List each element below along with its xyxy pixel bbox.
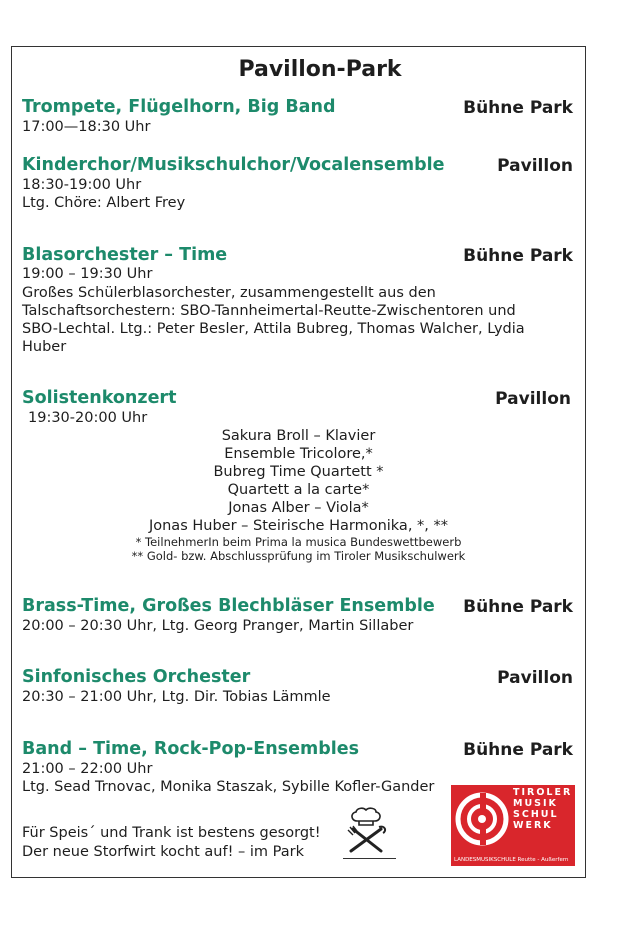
event-time-sinfonisches: 20:30 – 21:00 Uhr, Ltg. Dir. Tobias Lämmle [22,689,331,705]
soloist-item: Jonas Alber – Viola* [228,500,369,516]
event-title-brass: Brass-Time, Großes Blechbläser Ensemble [22,596,435,616]
event-title-kinderchor: Kinderchor/Musikschulchor/Vocalensemble [22,155,445,175]
event-title-trompete: Trompete, Flügelhorn, Big Band [22,97,336,117]
chef-icon [343,807,393,855]
footnote: * TeilnehmerIn beim Prima la musica Bundeswettbewerb [135,535,462,549]
soloist-item: Quartett a la carte* [227,482,370,498]
soloist-item: Jonas Huber – Steirische Harmonika, *, ** [148,518,449,534]
event-venue-solistenkonzert: Pavillon [495,389,571,409]
event-detail-kinderchor: Ltg. Chöre: Albert Frey [22,195,186,211]
event-time-kinderchor: 18:30-19:00 Uhr [22,177,142,193]
page-title: Pavillon-Park [238,57,402,82]
soloist-item: Ensemble Tricolore,* [224,446,373,462]
event-venue-brass: Bühne Park [463,597,573,617]
event-title-solistenkonzert: Solistenkonzert [22,388,177,408]
event-title-blasorchester: Blasorchester – Time [22,245,228,265]
music-school-logo [451,785,575,866]
logo-letters: MUSIK [513,798,558,809]
event-venue-trompete: Bühne Park [463,98,573,118]
logo-letters: WERK [513,820,553,831]
music-school-logo-mark-icon [454,789,510,851]
event-detail-blasorchester: Großes Schülerblasorchester, zusammengestellt aus den [22,285,436,301]
event-venue-sinfonisches: Pavillon [497,668,573,688]
logo-letters: SCHUL [513,809,559,820]
event-detail-blasorchester: Huber [22,339,67,355]
event-venue-blasorchester: Bühne Park [463,246,573,266]
logo-letters: TIROLER [513,787,573,798]
logo-subtitle: LANDESMUSIKSCHULE Reutte - Außerfern [454,857,569,863]
event-title-band: Band – Time, Rock-Pop-Ensembles [22,739,360,759]
event-time-blasorchester: 19:00 – 19:30 Uhr [22,266,153,282]
event-title-sinfonisches: Sinfonisches Orchester [22,667,251,687]
event-time-solistenkonzert: 19:30-20:00 Uhr [28,410,148,426]
soloist-item: Sakura Broll – Klavier [221,428,376,444]
event-venue-kinderchor: Pavillon [497,156,573,176]
footer-line: Für Speis´ und Trank ist bestens gesorgt! [22,825,321,841]
event-time-band: 21:00 – 22:00 Uhr [22,761,153,777]
event-time-trompete: 17:00—18:30 Uhr [22,119,151,135]
event-detail-blasorchester: SBO-Lechtal. Ltg.: Peter Besler, Attila Bubreg, Thomas Walcher, Lydia [22,321,525,337]
footnote: ** Gold- bzw. Abschlussprüfung im Tiroler Musikschulwerk [131,549,466,563]
event-time-brass: 20:00 – 20:30 Uhr, Ltg. Georg Pranger, Martin Sillaber [22,618,414,634]
event-venue-band: Bühne Park [463,740,573,760]
event-detail-band: Ltg. Sead Trnovac, Monika Staszak, Sybille Kofler-Gander [22,779,435,795]
event-detail-blasorchester: Talschaftsorchestern: SBO-Tannheimertal-Reutte-Zwischentoren und [22,303,516,319]
footer-line: Der neue Storfwirt kocht auf! – im Park [22,844,304,860]
logo-wordmark [513,787,573,831]
divider [343,858,396,859]
soloist-item: Bubreg Time Quartett * [213,464,384,480]
